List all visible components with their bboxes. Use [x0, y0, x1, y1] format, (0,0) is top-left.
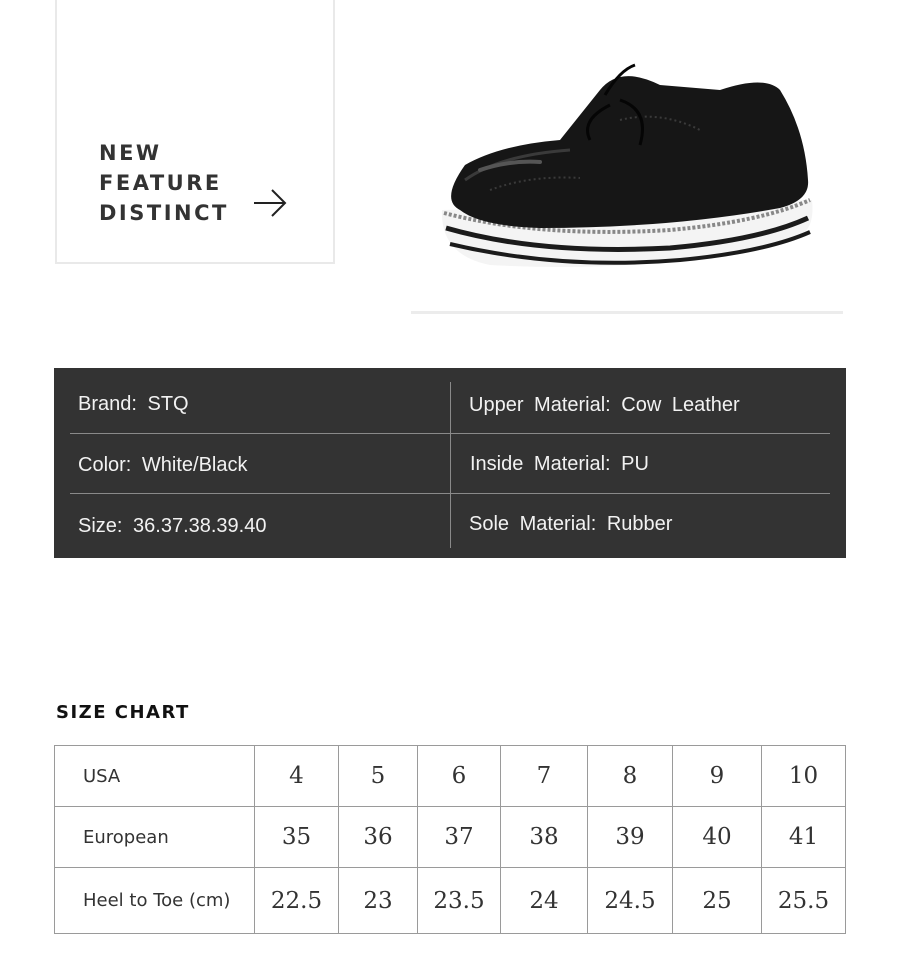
display-shelf-line — [411, 311, 843, 314]
spec-size: Size: 36.37.38.39.40 — [78, 515, 267, 537]
eu-size-cell: 41 — [762, 807, 846, 868]
shoe-image — [420, 50, 840, 290]
usa-size-cell: 6 — [418, 746, 501, 807]
spec-table — [54, 368, 846, 558]
length-cell: 24 — [501, 868, 588, 934]
arrow-right-icon[interactable] — [252, 188, 288, 218]
eu-size-cell: 40 — [673, 807, 762, 868]
spec-inside-material: Inside Material: PU — [470, 453, 649, 475]
feature-line-1: NEW — [99, 141, 162, 165]
usa-size-cell: 7 — [501, 746, 588, 807]
table-row-heel-to-toe — [55, 868, 846, 934]
length-cell: 23.5 — [418, 868, 501, 934]
table-row-usa — [55, 746, 846, 807]
feature-headline — [99, 138, 229, 228]
eu-size-cell: 36 — [339, 807, 418, 868]
eu-size-cell: 38 — [501, 807, 588, 868]
length-cell: 25.5 — [762, 868, 846, 934]
spec-brand: Brand: STQ — [78, 393, 189, 415]
feature-box[interactable] — [55, 0, 335, 264]
usa-size-cell: 8 — [588, 746, 673, 807]
row-label-heel-to-toe: Heel to Toe (cm) — [55, 868, 255, 934]
size-chart-title: SIZE CHART — [56, 702, 190, 723]
spec-color: Color: White/Black — [78, 454, 248, 476]
spec-sole-material: Sole Material: Rubber — [469, 513, 673, 535]
row-label-european: European — [55, 807, 255, 868]
usa-size-cell: 10 — [762, 746, 846, 807]
spec-upper-material: Upper Material: Cow Leather — [469, 394, 740, 416]
eu-size-cell: 39 — [588, 807, 673, 868]
row-label-usa: USA — [55, 746, 255, 807]
eu-size-cell: 37 — [418, 807, 501, 868]
usa-size-cell: 5 — [339, 746, 418, 807]
length-cell: 22.5 — [255, 868, 339, 934]
usa-size-cell: 4 — [255, 746, 339, 807]
size-chart-table — [54, 745, 846, 934]
table-row-european — [55, 807, 846, 868]
product-image — [420, 50, 840, 290]
feature-line-3: DISTINCT — [99, 201, 229, 225]
spec-column-divider — [450, 382, 451, 548]
usa-size-cell: 9 — [673, 746, 762, 807]
feature-line-2: FEATURE — [99, 171, 222, 195]
length-cell: 24.5 — [588, 868, 673, 934]
length-cell: 23 — [339, 868, 418, 934]
length-cell: 25 — [673, 868, 762, 934]
eu-size-cell: 35 — [255, 807, 339, 868]
